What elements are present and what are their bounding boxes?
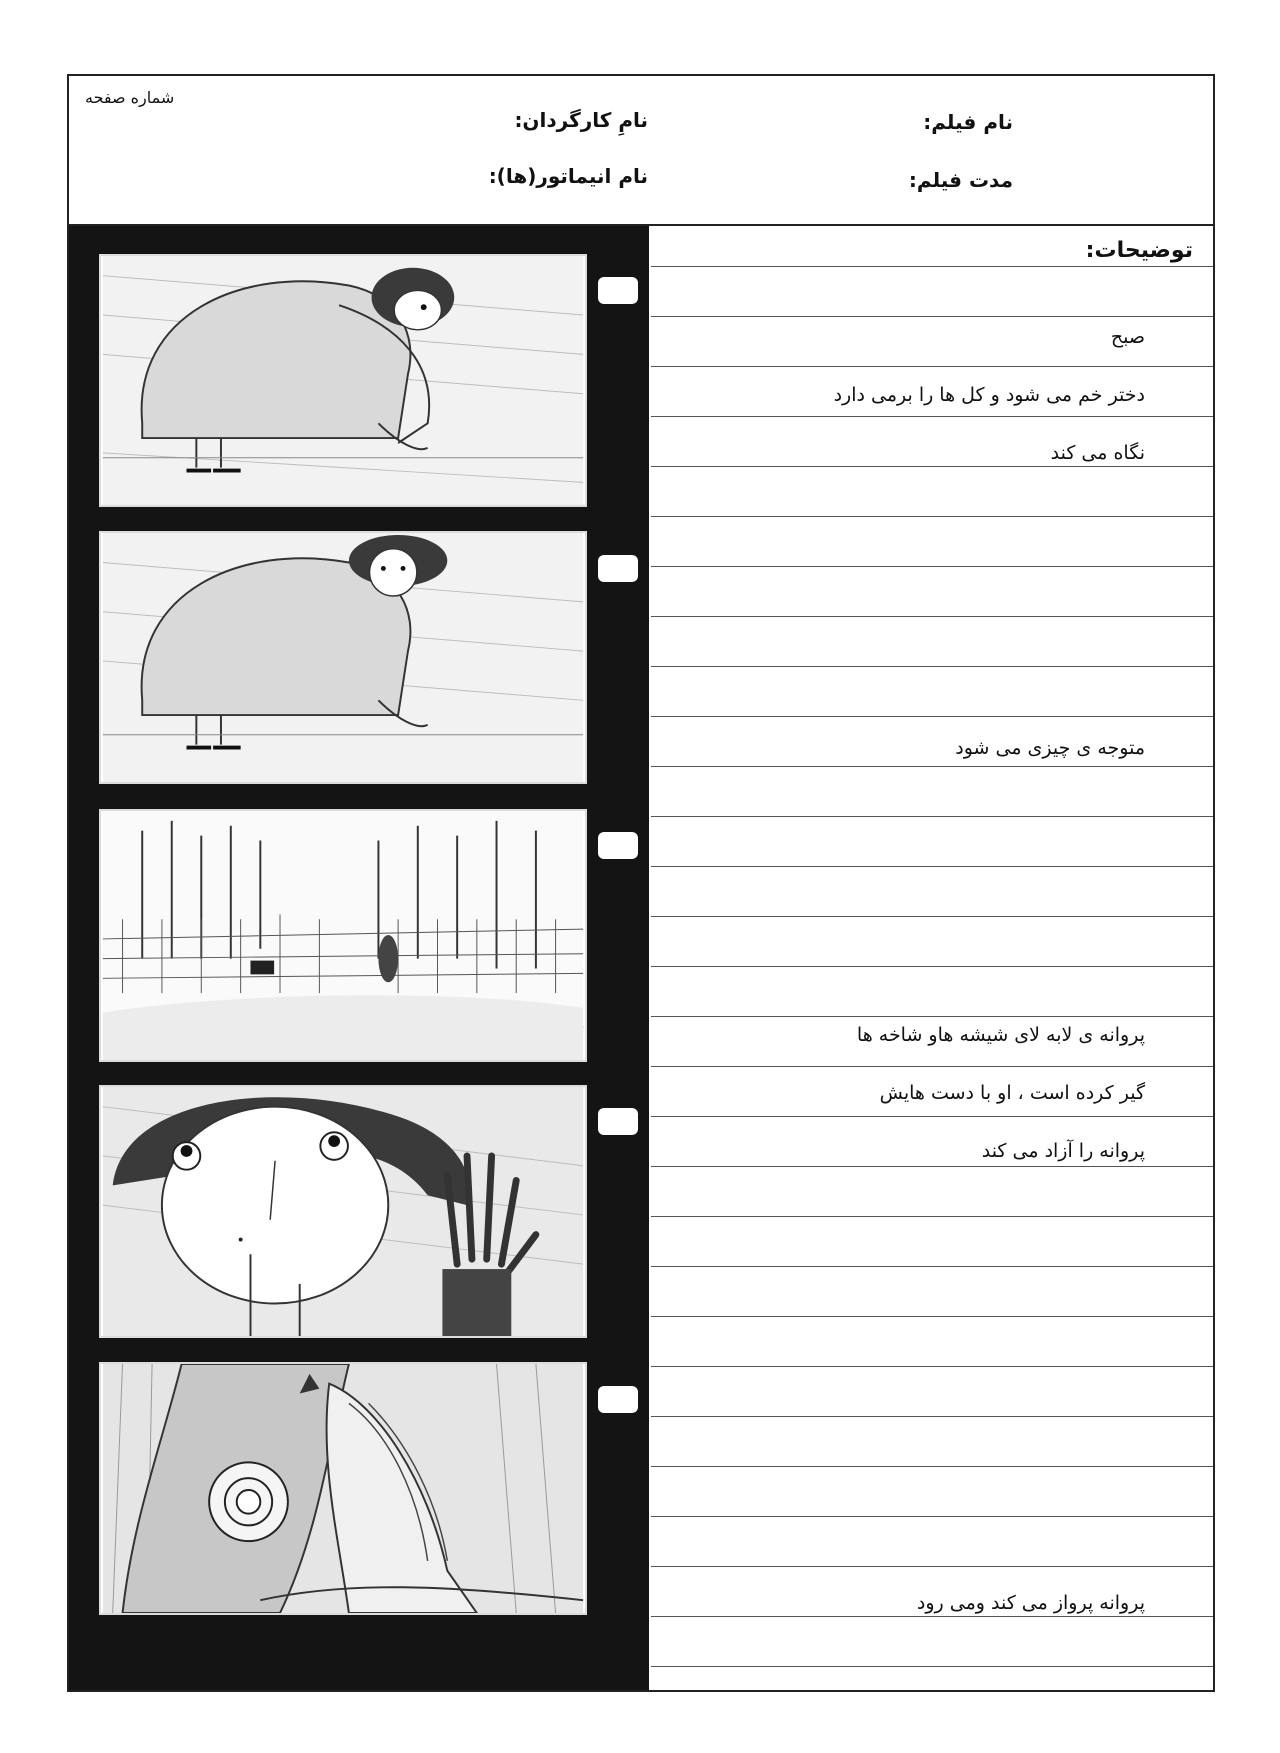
description-line: پروانه پرواز می کند ومی رود: [916, 1592, 1145, 1614]
note-rule: [651, 1516, 1213, 1517]
frame-1-description: [834, 308, 1145, 482]
note-rule: [651, 1316, 1213, 1317]
description-line: متوجه ی چیزی می شود: [955, 737, 1145, 759]
film-perforation: [598, 555, 638, 582]
note-rule: [651, 1366, 1213, 1367]
description-line: پروانه ی لابه لای شیشه هاو شاخه ها: [856, 1024, 1145, 1046]
girl-bending-noticing-sketch: [101, 533, 585, 782]
notes-panel: [651, 226, 1213, 1690]
note-rule: [651, 966, 1213, 967]
note-rule: [651, 266, 1213, 267]
frame-5-description: [917, 1574, 1145, 1632]
storyboard-header: [69, 76, 1213, 226]
girl-bending-picking-flowers-sketch: [101, 256, 585, 505]
frame-3-description: [857, 1006, 1145, 1180]
film-duration-label: مدت فیلم:: [908, 168, 1013, 192]
note-rule: [651, 566, 1213, 567]
storyboard-frame-4: [99, 1085, 587, 1338]
storyboard-frame-3: [99, 809, 587, 1062]
page-number-label: شماره صفحه: [85, 88, 175, 107]
storyboard-frame-5: [99, 1362, 587, 1615]
note-rule: [651, 716, 1213, 717]
girl-face-raised-hand-sketch: [101, 1087, 585, 1336]
film-perforation: [598, 277, 638, 304]
note-rule: [651, 516, 1213, 517]
note-rule: [651, 1416, 1213, 1417]
film-perforation: [598, 1386, 638, 1413]
storyboard-frame-1: [99, 254, 587, 507]
trees-fence-landscape-sketch: [101, 811, 585, 1060]
description-line: صبح: [1110, 326, 1145, 348]
frame-2-description: [955, 719, 1145, 777]
note-rule: [651, 816, 1213, 817]
note-rule: [651, 1666, 1213, 1667]
notes-label: توضیحات:: [1085, 238, 1193, 263]
description-line: دختر خم می شود و کل ها را برمی دارد: [833, 384, 1145, 406]
note-rule: [651, 666, 1213, 667]
note-rule: [651, 1466, 1213, 1467]
animators-label: نام انیماتور(ها):: [488, 164, 648, 188]
film-perforation: [598, 832, 638, 859]
hands-releasing-butterfly-closeup-sketch: [101, 1364, 585, 1613]
description-line: پروانه را آزاد می کند: [981, 1140, 1145, 1162]
note-rule: [651, 616, 1213, 617]
film-strip: [69, 226, 649, 1690]
note-rule: [651, 1216, 1213, 1217]
director-label: نامِ کارگردان:: [514, 108, 648, 132]
description-line: گیر کرده است ، او با دست هایش: [879, 1082, 1145, 1104]
note-rule: [651, 1266, 1213, 1267]
note-rule: [651, 916, 1213, 917]
storyboard-frame-2: [99, 531, 587, 784]
film-perforation: [598, 1108, 638, 1135]
storyboard-sheet: [67, 74, 1215, 1692]
film-name-label: نام فیلم:: [923, 110, 1013, 134]
note-rule: [651, 1566, 1213, 1567]
note-rule: [651, 866, 1213, 867]
description-line: نگاه می کند: [1050, 442, 1145, 464]
